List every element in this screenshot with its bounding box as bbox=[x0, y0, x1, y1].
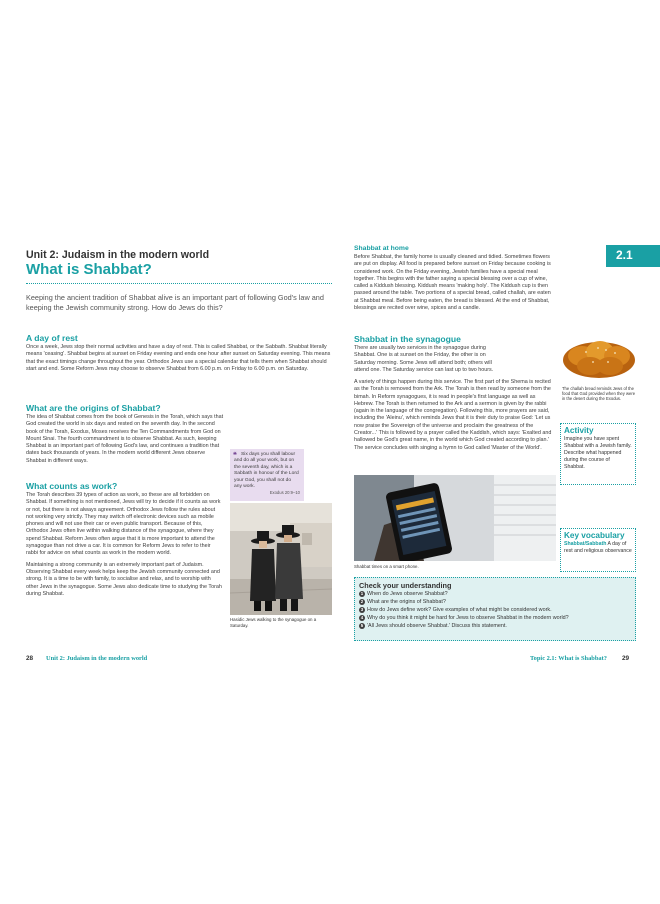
question-5: 5 'All Jews should observe Shabbat.' Discuss this statement. bbox=[360, 622, 507, 629]
title-divider bbox=[26, 283, 332, 284]
heading-day-of-rest: A day of rest bbox=[26, 333, 78, 343]
body-day-of-rest: Once a week, Jews stop their normal activities and have a day of rest. This is called Shabbat, or the Sabbath. Shabbat literally means 'ceasing'. Shabbat begins at sunset on Friday evening and ends one hour after sunset on Saturday evening. This means that the exact timings change throughout the year. Orthodox Jews use a special calendar that tells them when Shabbat should start and end. Some Reform Jews may choose to observe Shabbat from 6.00 p.m. on Friday to 6.00 p.m. on Saturday. bbox=[26, 344, 331, 372]
heading-synagogue: Shabbat in the synagogue bbox=[354, 334, 461, 344]
left-page-number: 28 bbox=[26, 655, 34, 662]
quote-box bbox=[230, 449, 304, 501]
body-origins: The idea of Shabbat comes from the book of Genesis in the Torah, which says that God created the world in six days and rested on the seventh day. In the second book of the Torah, Exodus, Moses receives the Ten Commandments from God on Mount Sinai. The fourth commandment is to observe Shabbat. As such, keeping Shabbat is an important part of following God's law, and continues a tradition that dates back thousands of years. In the modern world different Jews observe Shabbat in different ways. bbox=[26, 414, 224, 464]
phone-caption: Shabbat times on a smart phone. bbox=[354, 564, 419, 569]
activity-title: Activity bbox=[564, 426, 594, 435]
left-footer-text: Unit 2: Judaism in the modern world bbox=[46, 655, 148, 662]
right-footer-text: Topic 2.1: What is Shabbat? bbox=[530, 655, 607, 662]
body-shabbat-at-home: Before Shabbat, the family home is usually cleaned and tidied. Sometimes flowers are put on display. All food is prepared before sunset on Friday because cooking is considered work. On the Friday evening, Jewish families have a special meal together. This begins with the father saying a special blessing over a cup of wine, called a Kiddush blessing. Kiddush means 'making holy'. The Kiddush cup is then passed around the table. Two portions of a special bread, called challah, are eaten at Shabbat meal. Before being eaten, the bread is blessed. At the end of Shabbat, blessings are recited over wine, spices and a candle. bbox=[354, 254, 551, 312]
hasidic-jews-photo bbox=[230, 503, 332, 615]
right-page-number: 29 bbox=[622, 655, 630, 662]
question-3: 3 How do Jews define work? Give examples of what might be considered work. bbox=[360, 606, 552, 613]
challah-illustration bbox=[560, 320, 638, 384]
question-1: 1 When do Jews observe Shabbat? bbox=[360, 590, 448, 597]
vocab-term: Shabbat/Sabbath bbox=[564, 541, 607, 547]
question-4: 4 Why do you think it might be hard for Jews to observe Shabbat in the modern world? bbox=[360, 614, 569, 621]
topic-badge bbox=[606, 245, 660, 267]
heading-work: What counts as work? bbox=[26, 481, 118, 491]
unit-title: Unit 2: Judaism in the modern world bbox=[26, 249, 210, 261]
challah-bread-photo bbox=[560, 320, 638, 384]
vocab-title: Key vocabulary bbox=[564, 531, 625, 540]
hasidic-photo-caption: Hasidic Jews walking to the synagogue on a Saturday. bbox=[230, 617, 317, 628]
activity-body: Imagine you have spent Shabbat with a Jewish family. Describe what happened during the course of Shabbat. bbox=[564, 436, 632, 470]
body-synagogue-2: A variety of things happen during this service. The first part of the Shema is recited as the Torah is removed from the Ark. The Torah is then read by someone from the bimah. In Reform synagogues, it is read in people's first language as well as Hebrew. The Torah is then returned to the Ark and a sermon is given by the rabbi (again in the language of the congregation). Following this, more prayers are said, including the 'Aleinu', which reminds Jews that it is their duty to praise God: 'Let us now praise the Sovereign of the universe and proclaim the greatness of the Creator...' This is followed by a prayer called the Kaddish, which says: 'Exalted and hallowed be God's great name, in the world which God created according to plan.' The service concludes with singing a hymn to God called 'Master of the World'. bbox=[354, 379, 552, 451]
heading-origins: What are the origins of Shabbat? bbox=[26, 403, 161, 413]
intro-text: Keeping the ancient tradition of Shabbat alive is an important part of following God's law and keeping the Jewish community strong. How do Jews do this? bbox=[26, 293, 324, 312]
walking-men-illustration bbox=[230, 503, 332, 615]
page-title: What is Shabbat? bbox=[26, 261, 152, 278]
key-vocabulary-box bbox=[560, 528, 636, 572]
check-understanding-box bbox=[354, 577, 636, 641]
quote-source: Exodus 20:9–10 bbox=[269, 490, 300, 496]
check-title: Check your understanding bbox=[359, 581, 452, 590]
quote-text: Six days you shall labour and do all your work, but on the seventh day, which is a Sabbath in honour of the Lord your God, you shall not do any work. bbox=[234, 452, 299, 490]
body-community: Maintaining a strong community is an extremely important part of Judaism. Observing Shabbat every week helps keep the Jewish community connected and strong. It is a time to be with family, to socialise and relax, and to worship with other Jews in the synagogue. Some Jews also dedicate time to studying the Torah during Shabbat. bbox=[26, 561, 222, 597]
heading-shabbat-at-home: Shabbat at home bbox=[354, 245, 409, 252]
vocab-definition: A day of rest and religious observance bbox=[564, 541, 632, 554]
challah-caption: The challah bread reminds Jews of the food that God provided when they were in the desert during the Exodus. bbox=[562, 386, 636, 402]
phone-illustration bbox=[354, 475, 556, 561]
smartphone-photo bbox=[354, 475, 556, 561]
body-work: The Torah describes 39 types of action as work, so these are all forbidden on Shabbat. If something is not mentioned, Jews will try to decide if it counts as work or not, but there is not always agreement. Orthodox Jews follow the rules about not working very strictly. They may switch off electronic devices such as mobile phones and will not use their car or even public transport. Because of this, Orthodox Jews often live within walking distance of the synagogue, where they spend Shabbat. Reform Jews often argue that it is more important to attend the synagogue than not drive a car. It is common for Reform Jews to refer to their rabbi for advice on what counts as work in the modern world. bbox=[26, 492, 221, 557]
body-synagogue-1: There are usually two services in the synagogue during Shabbat. One is at sunset on the Friday, the other is on Saturday morning. Some Jews will attend both; others will attend one. The Saturday service can last up to two hours. bbox=[354, 345, 494, 373]
question-2: 2 What are the origins of Shabbat? bbox=[360, 598, 446, 605]
topic-badge-label: 2.1 bbox=[616, 248, 633, 262]
activity-box bbox=[560, 423, 636, 485]
quote-icon: ❝ bbox=[233, 452, 237, 459]
